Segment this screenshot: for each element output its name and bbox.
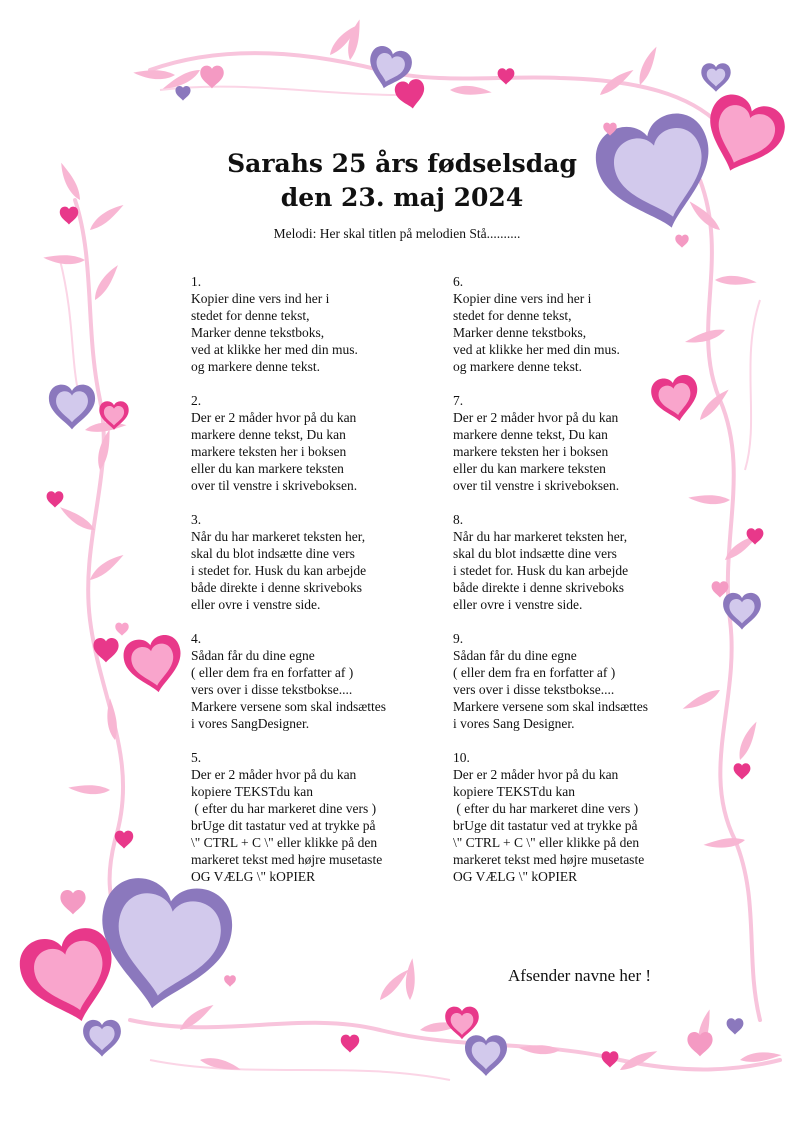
verse-block: [453, 630, 703, 732]
verse-line: Når du har markeret teksten her,: [191, 529, 366, 544]
verse-block: [191, 273, 441, 375]
card-title-line-2: den 23. maj 2024: [280, 183, 524, 212]
verse-line: og markere denne tekst.: [453, 359, 582, 374]
verse-line: eller du kan markere teksten: [453, 461, 606, 476]
verse-number: 6.: [453, 274, 464, 289]
verse-number: 2.: [191, 393, 202, 408]
verse-line: i vores SangDesigner.: [191, 716, 310, 731]
verse-line: brUge dit tastatur ved at trykke på: [191, 818, 376, 833]
verse-line: kopiere TEKSTdu kan: [453, 784, 575, 799]
sender-name: Afsender navne her !: [508, 966, 652, 985]
verse-line: Kopier dine vers ind her i: [453, 291, 592, 306]
verse-line: Markere versene som skal indsættes: [191, 699, 386, 714]
verse-line: skal du blot indsætte dine vers: [191, 546, 355, 561]
verse-line: ved at klikke her med din mus.: [191, 342, 358, 357]
verse-line: eller ovre i venstre side.: [191, 597, 321, 612]
verse-line: Der er 2 måder hvor på du kan: [453, 410, 619, 425]
verse-line: markeret tekst med højre musetaste: [453, 852, 645, 867]
verse-line: OG VÆLG \" kOPIER: [191, 869, 316, 884]
verse-line: skal du blot indsætte dine vers: [453, 546, 617, 561]
verse-line: Kopier dine vers ind her i: [191, 291, 330, 306]
verse-line: eller du kan markere teksten: [191, 461, 344, 476]
verse-line: markere teksten her i boksen: [191, 444, 347, 459]
verse-block: [191, 392, 441, 494]
verse-line: kopiere TEKSTdu kan: [191, 784, 313, 799]
verse-line: både direkte i denne skriveboks: [191, 580, 362, 595]
verse-number: 8.: [453, 512, 464, 527]
verse-line: ( efter du har markeret dine vers ): [191, 801, 377, 816]
verse-line: \" CTRL + C \" eller klikke på den: [453, 835, 640, 850]
verse-block: [453, 511, 703, 613]
verse-number: 5.: [191, 750, 202, 765]
verse-line: ved at klikke her med din mus.: [453, 342, 620, 357]
verse-line: brUge dit tastatur ved at trykke på: [453, 818, 638, 833]
verse-block: [191, 511, 441, 613]
verse-block: [453, 749, 703, 885]
verse-column-right[interactable]: [453, 273, 703, 902]
verse-line: over til venstre i skriveboksen.: [191, 478, 358, 493]
verse-line: vers over i disse tekstbokse....: [191, 682, 353, 697]
verse-line: eller ovre i venstre side.: [453, 597, 583, 612]
verse-line: i stedet for. Husk du kan arbejde: [191, 563, 367, 578]
verse-line: ( efter du har markeret dine vers ): [453, 801, 639, 816]
verse-line: \" CTRL + C \" eller klikke på den: [191, 835, 378, 850]
verse-line: stedet for denne tekst,: [453, 308, 572, 323]
verse-line: i stedet for. Husk du kan arbejde: [453, 563, 629, 578]
verse-line: og markere denne tekst.: [191, 359, 320, 374]
verse-line: Der er 2 måder hvor på du kan: [191, 767, 357, 782]
verse-line: over til venstre i skriveboksen.: [453, 478, 620, 493]
verse-block: [453, 273, 703, 375]
verse-line: Marker denne tekstboks,: [453, 325, 587, 340]
verse-line: i vores Sang Designer.: [453, 716, 575, 731]
verse-number: 4.: [191, 631, 202, 646]
verse-number: 1.: [191, 274, 202, 289]
verse-line: markeret tekst med højre musetaste: [191, 852, 383, 867]
verse-line: Sådan får du dine egne: [191, 648, 315, 663]
verse-block: [191, 630, 441, 732]
verse-number: 9.: [453, 631, 464, 646]
verse-block: [191, 749, 441, 885]
card-title-line-1: Sarahs 25 års fødselsdag: [227, 149, 577, 178]
verse-line: Markere versene som skal indsættes: [453, 699, 648, 714]
verse-line: Der er 2 måder hvor på du kan: [453, 767, 619, 782]
verse-line: markere denne tekst, Du kan: [453, 427, 608, 442]
verse-line: Marker denne tekstboks,: [191, 325, 325, 340]
verse-line: Sådan får du dine egne: [453, 648, 577, 663]
verse-line: stedet for denne tekst,: [191, 308, 310, 323]
verse-block: [453, 392, 703, 494]
verse-number: 7.: [453, 393, 464, 408]
verse-line: ( eller dem fra en forfatter af ): [191, 665, 354, 680]
verse-number: 10.: [453, 750, 470, 765]
verse-number: 3.: [191, 512, 202, 527]
verse-line: Der er 2 måder hvor på du kan: [191, 410, 357, 425]
verse-line: markere teksten her i boksen: [453, 444, 609, 459]
verse-line: vers over i disse tekstbokse....: [453, 682, 615, 697]
verse-line: både direkte i denne skriveboks: [453, 580, 624, 595]
verse-line: markere denne tekst, Du kan: [191, 427, 346, 442]
melody-line: Melodi: Her skal titlen på melodien Stå..........: [273, 226, 521, 241]
verse-line: ( eller dem fra en forfatter af ): [453, 665, 616, 680]
verse-line: Når du har markeret teksten her,: [453, 529, 628, 544]
verse-column-left[interactable]: [191, 273, 441, 902]
verse-line: OG VÆLG \" kOPIER: [453, 869, 578, 884]
